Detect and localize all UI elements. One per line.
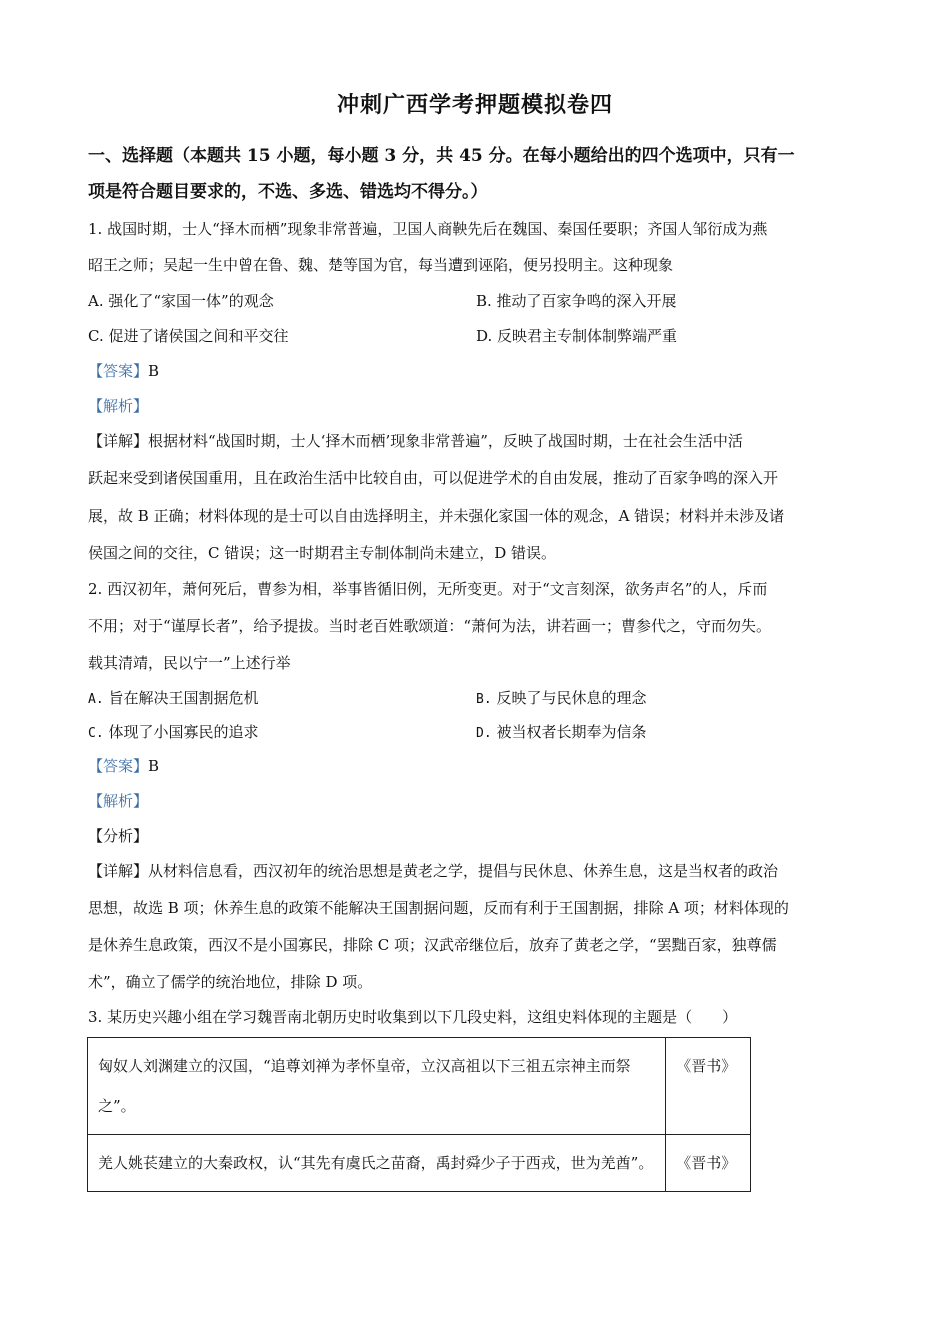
q1-analysis-tag: 【解析】 <box>88 397 149 415</box>
q1-stem-line2: 昭王之师；吴起一生中曾在鲁、魏、楚等国为官，每当遭到诬陷，便另投明主。这种现象 <box>88 256 674 274</box>
q2-option-a <box>88 687 258 711</box>
option-text: 反映了与民休息的理念 <box>496 689 647 707</box>
q2-stem-line1: 2. 西汉初年，萧何死后，曹参为相，举事皆循旧例，无所变更。对于“文言刻深，欲务声名”的人，斥而 <box>88 580 768 598</box>
q2-analysis-tag: 【解析】 <box>88 792 149 810</box>
option-letter: A. <box>88 692 104 707</box>
q1-answer <box>88 360 159 382</box>
q2-detail-line2: 思想，故选 B 项；休养生息的政策不能解决王国割据问题，反而有利于王国割据，排除 A 项；材料体现的 <box>88 899 789 917</box>
q2-fenxi-tag: 【分析】 <box>88 827 149 845</box>
option-text: 体现了小国寡民的追求 <box>108 723 259 741</box>
option-text: 旨在解决王国割据危机 <box>108 689 259 707</box>
source-table <box>87 1037 751 1192</box>
detail-tag: 【详解】 <box>88 432 149 450</box>
source-citation: 《晋书》 <box>666 1135 751 1192</box>
q2-answer <box>88 755 159 777</box>
detail-text: 根据材料“战国时期，士人‘择木而栖’现象非常普遍”，反映了战国时期，士在社会生活中活 <box>148 432 743 450</box>
q1-option-d: D. 反映君主专制体制弊端严重 <box>476 327 678 345</box>
source-text: 羌人姚苌建立的大秦政权，认“其先有虞氏之苗裔，禹封舜少子于西戎，世为羌酋”。 <box>88 1135 666 1192</box>
q2-detail-line3: 是休养生息政策，西汉不是小国寡民，排除 C 项；汉武帝继位后，放弃了黄老之学，“罢黜百家，独尊儒 <box>88 936 777 954</box>
q1-detail-line4: 侯国之间的交往，C 错误；这一时期君主专制体制尚未建立，D 错误。 <box>88 544 557 562</box>
answer-value: B <box>148 362 160 380</box>
q2-stem-line3: 载其清靖，民以宁一”上述行举 <box>88 654 291 672</box>
q2-detail-line4: 术”，确立了儒学的统治地位，排除 D 项。 <box>88 973 373 991</box>
option-letter: D. <box>476 726 492 741</box>
option-text: 被当权者长期奉为信条 <box>496 723 647 741</box>
q2-option-b <box>476 687 646 711</box>
q3-stem: 3. 某历史兴趣小组在学习魏晋南北朝历史时收集到以下几段史料，这组史料体现的主题是（ ） <box>88 1008 738 1026</box>
q2-option-d <box>476 721 646 745</box>
q1-detail-line3: 展，故 B 正确；材料体现的是士可以自由选择明主，并未强化家国一体的观念，A 错误；材料并未涉及诸 <box>88 507 785 525</box>
source-citation: 《晋书》 <box>666 1038 751 1135</box>
q1-option-b: B. 推动了百家争鸣的深入开展 <box>476 292 677 310</box>
detail-tag: 【详解】 <box>88 862 149 880</box>
q1-stem-line1: 1. 战国时期，士人“择木而栖”现象非常普遍，卫国人商鞅先后在魏国、秦国任要职；齐国人邹衍成为燕 <box>88 220 768 238</box>
section-heading-line1: 一、选择题（本题共 15 小题，每小题 3 分，共 45 分。在每小题给出的四个选项中，只有一 <box>88 146 795 166</box>
q2-stem-line2: 不用；对于“谨厚长者”，给予提拔。当时老百姓歌颂道：“萧何为法，讲若画一；曹参代之，守而勿失。 <box>88 617 772 635</box>
q2-detail-line1 <box>88 860 778 882</box>
option-letter: C. <box>88 726 104 741</box>
answer-tag: 【答案】 <box>88 757 149 775</box>
answer-tag: 【答案】 <box>88 362 149 380</box>
q1-detail-line1 <box>88 430 743 452</box>
q2-option-c <box>88 721 258 745</box>
q1-option-a: A. 强化了“家国一体”的观念 <box>88 292 274 310</box>
section-heading-line2: 项是符合题目要求的，不选、多选、错选均不得分。） <box>88 182 488 202</box>
source-text: 匈奴人刘渊建立的汉国，“追尊刘禅为孝怀皇帝，立汉高祖以下三祖五宗神主而祭之”。 <box>88 1038 666 1135</box>
table-row <box>88 1038 751 1135</box>
detail-text: 从材料信息看，西汉初年的统治思想是黄老之学，提倡与民休息、休养生息，这是当权者的政治 <box>148 862 779 880</box>
q1-option-c: C. 促进了诸侯国之间和平交往 <box>88 327 289 345</box>
page-title: 冲刺广西学考押题模拟卷四 <box>336 92 613 118</box>
q1-detail-line2: 跃起来受到诸侯国重用，且在政治生活中比较自由，可以促进学术的自由发展，推动了百家争鸣的深入开 <box>88 469 779 487</box>
option-letter: B. <box>476 692 492 707</box>
answer-value: B <box>148 757 160 775</box>
table-row <box>88 1135 751 1192</box>
